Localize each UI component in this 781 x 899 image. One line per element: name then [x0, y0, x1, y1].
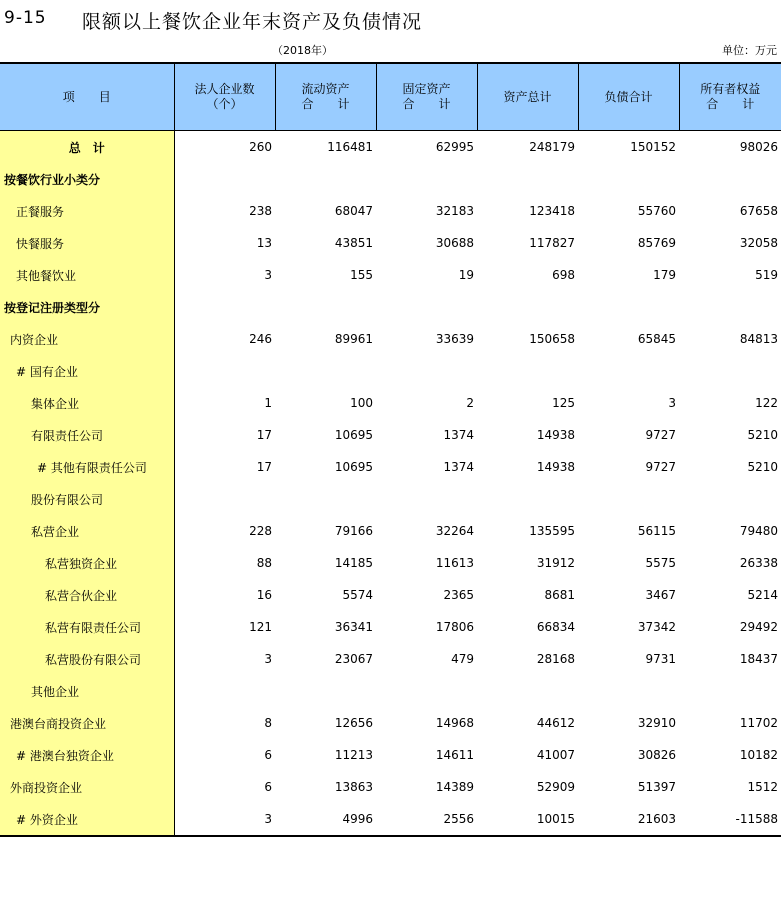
- row-value: [578, 675, 679, 707]
- row-value: 122: [755, 396, 778, 410]
- row-value: 32183: [435, 204, 474, 218]
- data-table: [0, 62, 781, 837]
- row-value: 11213: [334, 748, 373, 762]
- row-value: 3: [264, 268, 272, 282]
- row-label: 有限责任公司: [0, 419, 174, 451]
- title-row: [0, 4, 781, 34]
- row-label: # 其他有限责任公司: [0, 451, 174, 483]
- column-header-total-assets: 资产总计: [477, 63, 578, 131]
- table-row: [0, 163, 781, 195]
- row-value: 88: [256, 556, 272, 570]
- row-value: [174, 483, 275, 515]
- row-value: 18437: [739, 652, 778, 666]
- table-row: [0, 131, 781, 164]
- row-value: 14185: [334, 556, 373, 570]
- row-value: 66834: [536, 620, 575, 634]
- row-value: 43851: [334, 236, 373, 250]
- table-row: [0, 739, 781, 771]
- row-value: 260: [249, 140, 272, 154]
- row-value: 14389: [435, 780, 474, 794]
- row-value: 2556: [376, 803, 477, 836]
- row-value: [174, 163, 275, 195]
- row-label: 股份有限公司: [0, 483, 174, 515]
- row-value: 52909: [536, 780, 575, 794]
- row-value: 9731: [645, 652, 676, 666]
- table-row: [0, 483, 781, 515]
- row-label: 快餐服务: [0, 227, 174, 259]
- row-value: 3467: [645, 588, 676, 602]
- row-value: 117827: [529, 236, 575, 250]
- row-value: 125: [552, 396, 575, 410]
- row-value: 248179: [529, 140, 575, 154]
- table-row: [0, 387, 781, 419]
- row-value: [376, 675, 477, 707]
- row-value: 10695: [334, 428, 373, 442]
- table-row: [0, 355, 781, 387]
- table-number: 9-15: [4, 8, 47, 28]
- row-value: 10695: [334, 460, 373, 474]
- row-value: 67658: [739, 204, 778, 218]
- row-value: 14938: [536, 460, 575, 474]
- row-value: 84813: [739, 332, 778, 346]
- table-row: [0, 259, 781, 291]
- row-value: 79166: [334, 524, 373, 538]
- row-value: 14938: [536, 428, 575, 442]
- row-label: 正餐服务: [0, 195, 174, 227]
- row-value: 519: [755, 268, 778, 282]
- row-value: 1374: [443, 460, 474, 474]
- row-value: 150658: [529, 332, 575, 346]
- row-value: 1: [264, 396, 272, 410]
- table-row: [0, 419, 781, 451]
- row-value: 2365: [443, 588, 474, 602]
- row-value: 8681: [544, 588, 575, 602]
- row-value: -11588: [679, 803, 781, 836]
- row-value: 3: [264, 652, 272, 666]
- row-label: 私营独资企业: [0, 547, 174, 579]
- row-label: 私营企业: [0, 515, 174, 547]
- row-label: # 外资企业: [0, 803, 174, 836]
- row-value: 10015: [477, 803, 578, 836]
- row-value: 44612: [536, 716, 575, 730]
- row-value: [376, 291, 477, 323]
- table-row: [0, 227, 781, 259]
- row-value: 17806: [435, 620, 474, 634]
- row-value: 479: [451, 652, 474, 666]
- row-value: 238: [249, 204, 272, 218]
- row-value: [477, 355, 578, 387]
- table-row: [0, 675, 781, 707]
- row-value: 228: [249, 524, 272, 538]
- row-value: [275, 675, 376, 707]
- row-value: [679, 675, 781, 707]
- row-value: 8: [264, 716, 272, 730]
- row-value: 155: [350, 268, 373, 282]
- table-row: [0, 707, 781, 739]
- row-value: 30688: [435, 236, 474, 250]
- row-value: [679, 291, 781, 323]
- row-value: 3: [668, 396, 676, 410]
- row-value: 5575: [645, 556, 676, 570]
- table-row: [0, 643, 781, 675]
- column-header-total-liabilities: 负债合计: [578, 63, 679, 131]
- row-value: 85769: [637, 236, 676, 250]
- row-value: [477, 675, 578, 707]
- row-value: [578, 291, 679, 323]
- row-value: 123418: [529, 204, 575, 218]
- row-value: 5574: [342, 588, 373, 602]
- row-value: [679, 483, 781, 515]
- row-value: 13863: [334, 780, 373, 794]
- row-value: 55760: [637, 204, 676, 218]
- row-value: 17: [256, 428, 272, 442]
- row-label: 集体企业: [0, 387, 174, 419]
- row-value: [275, 483, 376, 515]
- row-value: 2: [466, 396, 474, 410]
- table-row: [0, 515, 781, 547]
- row-value: 698: [552, 268, 575, 282]
- row-value: 89961: [334, 332, 373, 346]
- row-value: 30826: [637, 748, 676, 762]
- table-row: [0, 547, 781, 579]
- table-title: 限额以上餐饮企业年末资产及负债情况: [82, 11, 423, 33]
- table-row: [0, 323, 781, 355]
- row-value: 11613: [435, 556, 474, 570]
- row-label: 按餐饮行业小类分: [0, 163, 174, 195]
- row-value: 13: [256, 236, 272, 250]
- row-value: 9727: [645, 428, 676, 442]
- row-value: 150152: [630, 140, 676, 154]
- row-value: 32264: [435, 524, 474, 538]
- row-value: 16: [256, 588, 272, 602]
- row-label: 内资企业: [0, 323, 174, 355]
- row-value: 246: [249, 332, 272, 346]
- row-value: 79480: [739, 524, 778, 538]
- column-header-enterprises: 法人企业数 （个）: [174, 63, 275, 131]
- row-value: 26338: [739, 556, 778, 570]
- table-row: [0, 611, 781, 643]
- column-header-fixed-assets: 固定资产 合 计: [376, 63, 477, 131]
- row-value: 21603: [578, 803, 679, 836]
- row-value: [174, 355, 275, 387]
- row-value: 5214: [747, 588, 778, 602]
- row-label: 其他企业: [0, 675, 174, 707]
- row-value: [376, 355, 477, 387]
- row-value: 14968: [435, 716, 474, 730]
- column-header-item: 项 目: [0, 63, 174, 131]
- row-value: 1512: [747, 780, 778, 794]
- row-value: 37342: [637, 620, 676, 634]
- row-value: [275, 355, 376, 387]
- row-value: 121: [249, 620, 272, 634]
- row-label: 私营合伙企业: [0, 579, 174, 611]
- row-label: 按登记注册类型分: [0, 291, 174, 323]
- row-value: [174, 675, 275, 707]
- table-row: [0, 451, 781, 483]
- row-value: 17: [256, 460, 272, 474]
- row-value: 62995: [435, 140, 474, 154]
- table-row: [0, 579, 781, 611]
- row-value: 6: [264, 780, 272, 794]
- row-value: 56115: [637, 524, 676, 538]
- row-value: [679, 163, 781, 195]
- row-value: [174, 291, 275, 323]
- row-value: [477, 483, 578, 515]
- year-note: （2018年）: [272, 44, 333, 57]
- row-value: 10182: [739, 748, 778, 762]
- row-value: 65845: [637, 332, 676, 346]
- row-value: [275, 163, 376, 195]
- row-value: [376, 163, 477, 195]
- row-value: 179: [653, 268, 676, 282]
- table-row: [0, 291, 781, 323]
- column-header-owners-equity: 所有者权益 合 计: [679, 63, 781, 131]
- row-value: 3: [174, 803, 275, 836]
- row-value: 4996: [275, 803, 376, 836]
- row-value: [275, 291, 376, 323]
- header-row: [0, 63, 781, 131]
- row-value: 12656: [334, 716, 373, 730]
- row-value: [477, 163, 578, 195]
- row-label: # 国有企业: [0, 355, 174, 387]
- row-value: 19: [458, 268, 474, 282]
- row-value: 5210: [747, 428, 778, 442]
- row-value: [679, 355, 781, 387]
- row-value: 116481: [327, 140, 373, 154]
- table-row: [0, 195, 781, 227]
- column-header-current-assets: 流动资产 合 计: [275, 63, 376, 131]
- row-value: 33639: [435, 332, 474, 346]
- row-value: 32910: [637, 716, 676, 730]
- row-label: 私营有限责任公司: [0, 611, 174, 643]
- row-value: 28168: [536, 652, 575, 666]
- row-value: 135595: [529, 524, 575, 538]
- row-value: 14611: [435, 748, 474, 762]
- row-value: [578, 355, 679, 387]
- row-value: 41007: [536, 748, 575, 762]
- row-value: 100: [350, 396, 373, 410]
- row-value: 32058: [739, 236, 778, 250]
- table-row: [0, 803, 781, 836]
- table-row: [0, 771, 781, 803]
- row-value: [578, 483, 679, 515]
- row-value: 23067: [334, 652, 373, 666]
- row-value: 36341: [334, 620, 373, 634]
- row-value: 6: [264, 748, 272, 762]
- row-value: [578, 163, 679, 195]
- row-value: 68047: [334, 204, 373, 218]
- row-value: 1374: [443, 428, 474, 442]
- row-value: 5210: [747, 460, 778, 474]
- row-label: 私营股份有限公司: [0, 643, 174, 675]
- row-label: 其他餐饮业: [0, 259, 174, 291]
- row-value: 29492: [739, 620, 778, 634]
- row-value: 11702: [739, 716, 778, 730]
- row-value: 51397: [637, 780, 676, 794]
- row-label: 总 计: [0, 131, 174, 164]
- row-value: 31912: [536, 556, 575, 570]
- row-label: 外商投资企业: [0, 771, 174, 803]
- row-value: [477, 291, 578, 323]
- row-value: 9727: [645, 460, 676, 474]
- unit-note: 单位：万元: [722, 44, 777, 57]
- row-value: 98026: [739, 140, 778, 154]
- row-label: # 港澳台独资企业: [0, 739, 174, 771]
- row-label: 港澳台商投资企业: [0, 707, 174, 739]
- row-value: [376, 483, 477, 515]
